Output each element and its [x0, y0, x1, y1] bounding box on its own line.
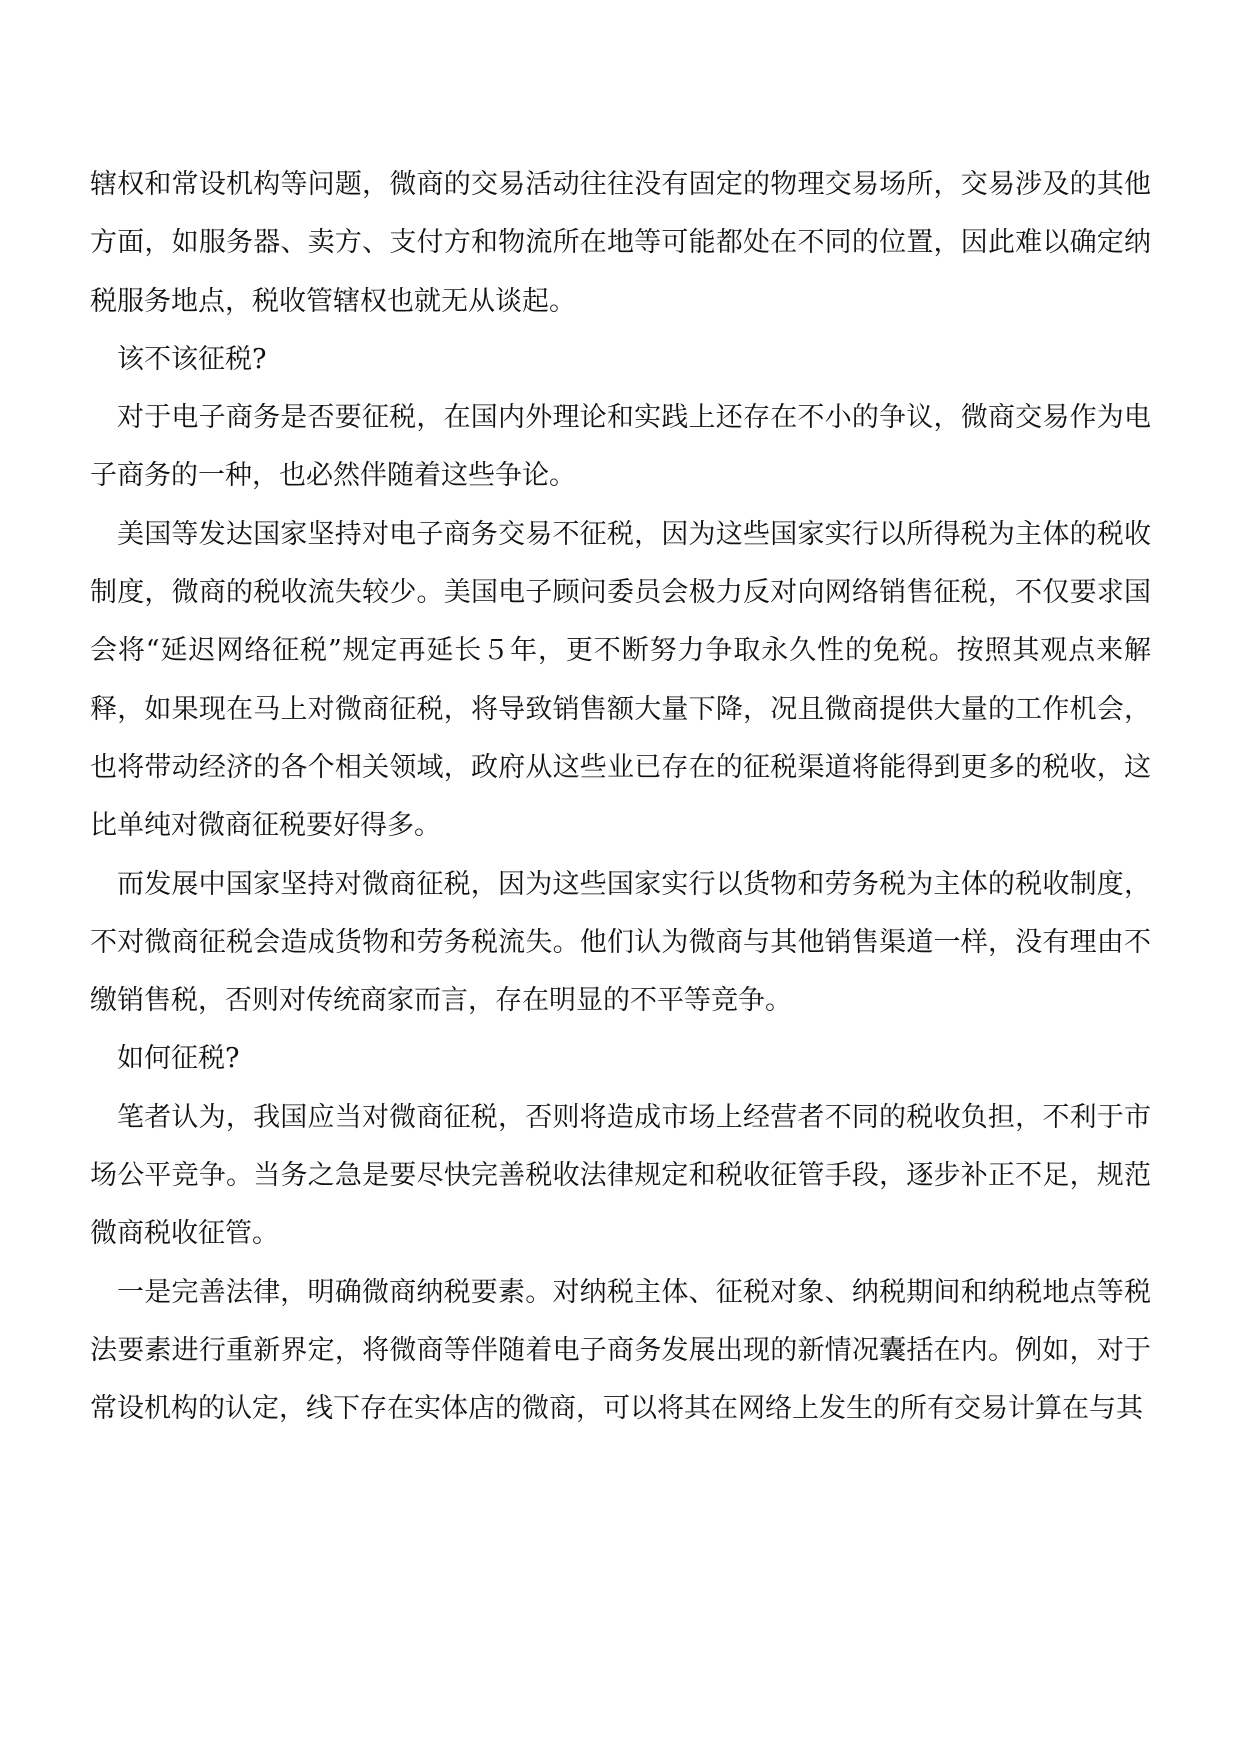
paragraph-developed-countries: 美国等发达国家坚持对电子商务交易不征税，因为这些国家实行以所得税为主体的税收制度，微商的税收流失较少。美国电子顾问委员会极力反对向网络销售征税，不仅要求国会将“延迟网络征税”规定再延长５年，更不断努力争取永久性的免税。按照其观点来解释，如果现在马上对微商征税，将导致销售额大量下降，况且微商提供大量的工作机会，也将带动经济的各个相关领域，政府从这些业已存在的征税渠道将能得到更多的税收，这比单纯对微商征税要好得多。 — [90, 518, 1151, 842]
paragraph-jurisdiction-continued: 辖权和常设机构等问题，微商的交易活动往往没有固定的物理交易场所，交易涉及的其他方面，如服务器、卖方、支付方和物流所在地等可能都处在不同的位置，因此难以确定纳税服务地点，税收管辖权也就无从谈起。 — [90, 169, 1151, 317]
paragraph-author-opinion: 笔者认为，我国应当对微商征税，否则将造成市场上经营者不同的税收负担，不利于市场公平竞争。当务之急是要尽快完善税收法律规定和税收征管手段，逐步补正不足，规范微商税收征管。 — [90, 1101, 1151, 1250]
paragraph-improve-law: 一是完善法律，明确微商纳税要素。对纳税主体、征税对象、纳税期间和纳税地点等税法要素进行重新界定，将微商等伴随着电子商务发展出现的新情况囊括在内。例如，对于常设机构的认定，线下存在实体店的微商，可以将其在网络上发生的所有交易计算在与其 — [90, 1276, 1151, 1425]
paragraph-developing-countries: 而发展中国家坚持对微商征税，因为这些国家实行以货物和劳务税为主体的税收制度，不对微商征税会造成货物和劳务税流失。他们认为微商与其他销售渠道一样，没有理由不缴销售税，否则对传统商家而言，存在明显的不平等竞争。 — [90, 868, 1151, 1017]
heading-how-to-tax: 如何征税? — [117, 1043, 240, 1075]
paragraph-ecommerce-controversy: 对于电子商务是否要征税，在国内外理论和实践上还存在不小的争议，微商交易作为电子商务的一种，也必然伴随着这些争论。 — [90, 402, 1151, 492]
heading-should-tax: 该不该征税? — [117, 343, 267, 375]
document-body — [90, 156, 1151, 1439]
